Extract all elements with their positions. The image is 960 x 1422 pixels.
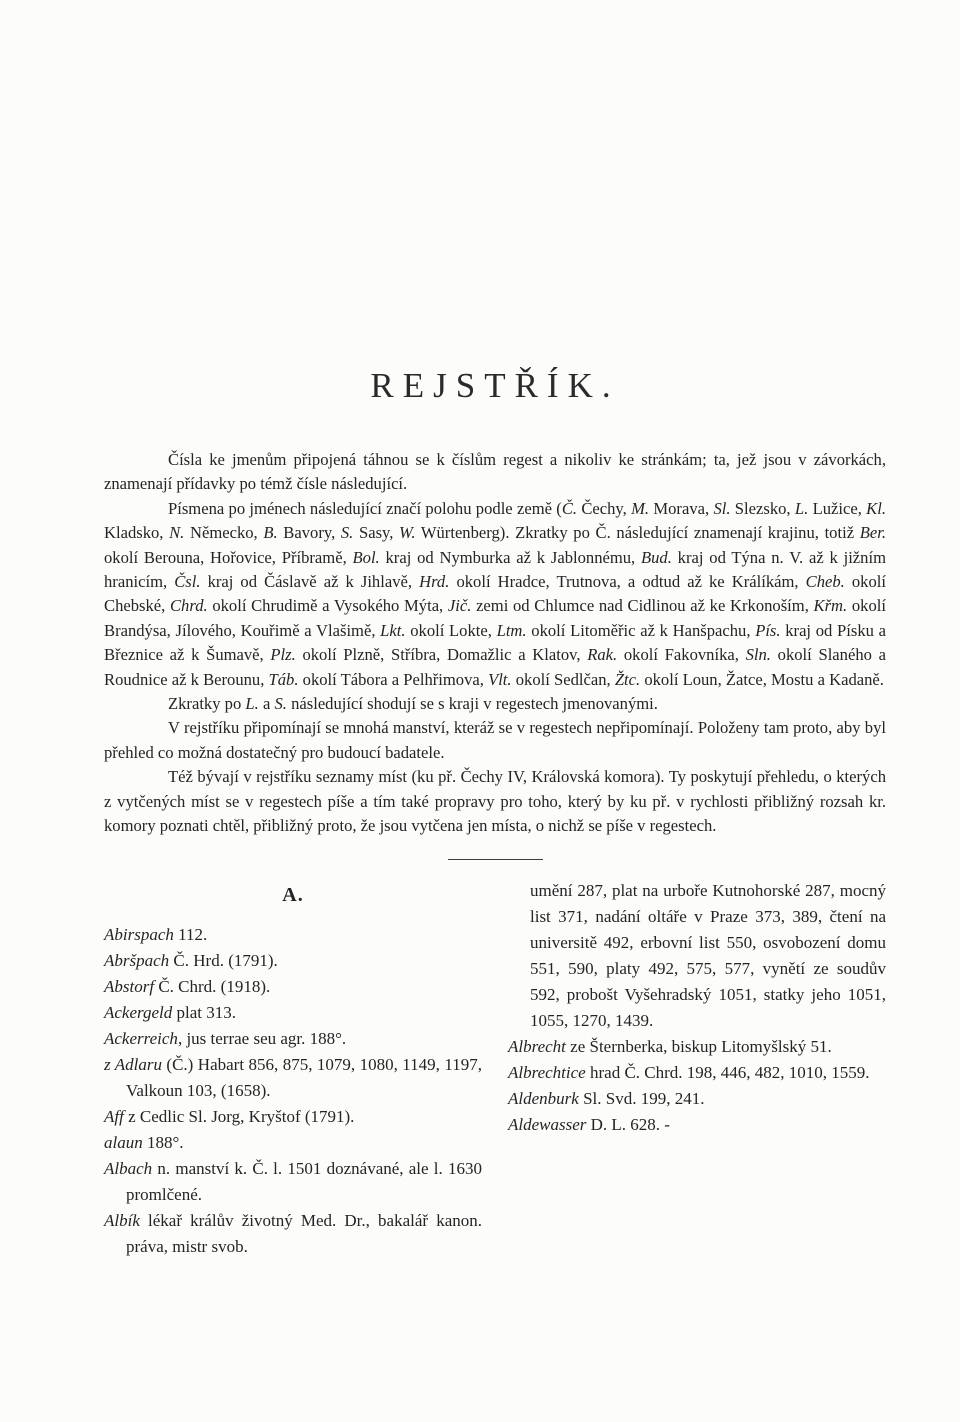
entry-references: Č. Chrd. (1918). [154, 976, 271, 996]
entry-term: alaun [104, 1132, 143, 1152]
entry-term: Albrechtice [508, 1062, 586, 1082]
index-entry [104, 922, 482, 948]
entry-term: Aldenburk [508, 1088, 579, 1108]
entry-references: 112. [173, 924, 208, 944]
index-entry [104, 1130, 482, 1156]
index-entry [104, 1000, 482, 1026]
entry-term: Abršpach [104, 950, 170, 970]
entry-term: Aff [104, 1106, 124, 1126]
entry-continuation: umění 287, plat na urboře Kutnohorské 287, mocný list 371, nadání oltáře v Praze 373, 389, čtení na universitě 492, erbovní list 550, osvobození domu 551, 590, platy 492, 575, 577, vynětí ze soudův 592, probošt Vyšehradský 1051, statky jeho 1051, 1055, 1270, 1439. [530, 880, 886, 1030]
intro-paragraph: Zkratky po L. a S. následující shodují se s kraji v regestech jmenovanými. [168, 694, 658, 714]
entry-references: (Č.) Habart 856, 875, 1079, 1080, 1149, 1197, Valkoun 103, (1658). [126, 1054, 482, 1100]
intro-paragraphs [104, 448, 886, 839]
entry-term: Abstorf [104, 976, 155, 996]
intro-paragraph: Písmena po jménech následující značí polohu podle země (Č. Čechy, M. Morava, Sl. Slezsko, L. Lužice, Kl. Kladsko, N. Německo, B. Bavory, S. Sasy, W. Würtenberg). Zkratky po Č. následující znamenají krajinu, totiž Ber. okolí Berouna, Hořovice, Příbramě, Bol. kraj od Nymburka až k Jablonnému, Bud. kraj od Týna n. V. až k jižním hranicím, Čsl. kraj od Čáslavě až k Jihlavě, Hrd. okolí Hradce, Trutnova, a odtud až ke Králíkám, Cheb. okolí Chebské, Chrd. okolí Chrudimě a Vysokého Mýta, Jič. zemi od Chlumce nad Cidlinou až ke Krkonoším, Křm. okolí Brandýsa, Jílového, Kouřimě a Vlašimě, Lkt. okolí Lokte, Ltm. okolí Litoměřic až k Hanšpachu, Pís. kraj od Písku a Březnice až k Šumavě, Plz. okolí Plzně, Stříbra, Domažlic a Klatov, Rak. okolí Fakovníka, Sln. okolí Slaného a Roudnice až k Berounu, Táb. okolí Tábora a Pelhřimova, Vlt. okolí Sedlčan, Žtc. okolí Loun, Žatce, Mostu a Kadaně. [104, 498, 886, 689]
entry-references: , jus terrae seu agr. 188°. [177, 1028, 347, 1048]
entry-references: Sl. Svd. 199, 241. [578, 1088, 705, 1108]
entry-references: Č. Hrd. (1791). [169, 950, 278, 970]
page-content [104, 366, 886, 1260]
entry-references: z Cedlic Sl. Jorg, Kryštof (1791). [123, 1106, 355, 1126]
section-divider [448, 859, 543, 860]
entry-term: Aldewasser [508, 1114, 587, 1134]
entry-references: plat 313. [172, 1002, 237, 1022]
index-entry [508, 1060, 886, 1086]
entry-references: D. L. 628. - [586, 1114, 670, 1134]
page-title: REJSTŘÍK. [370, 366, 620, 405]
entry-term: Albík [104, 1210, 140, 1230]
index-left-column [104, 878, 482, 1260]
index-entry [104, 948, 482, 974]
intro-paragraph: Čísla ke jmenům připojená táhnou se k číslům regest a nikoliv ke stránkám; ta, jež jsou v závorkách, znamenají přídavky po témž čísle následující. [104, 450, 886, 494]
index-right-column [508, 878, 886, 1260]
entry-term: Ackergeld [104, 1002, 173, 1022]
index-entry [104, 1208, 482, 1260]
index-entry [104, 974, 482, 1000]
index-entries-right [508, 1034, 886, 1138]
index-entry [104, 1156, 482, 1208]
intro-paragraph: Též bývají v rejstříku seznamy míst (ku př. Čechy IV, Královská komora). Ty poskytují přehledu, o kterých z vytčených míst se v regestech píše a tím také propravy pro toho, který by ku př. v rychlosti přibližný rozsah kr. komory poznati chtěl, přibližný proto, že jsou vytčena jen místa, o nichž se píše v regestech. [104, 767, 886, 836]
entry-term: Abirspach [104, 924, 174, 944]
index-entry [508, 1086, 886, 1112]
index-entry [508, 1034, 886, 1060]
index-entry [104, 1104, 482, 1130]
entry-term: Albach [104, 1158, 153, 1178]
index-entry [104, 1026, 482, 1052]
index-entry [104, 1052, 482, 1104]
entry-term: Albrecht [508, 1036, 566, 1056]
entry-references: n. manství k. Č. l. 1501 doznávané, ale l. 1630 promlčené. [126, 1158, 482, 1204]
index-columns [104, 878, 886, 1260]
entry-references: ze Šternberka, biskup Litomyšlský 51. [565, 1036, 832, 1056]
entry-references: hrad Č. Chrd. 198, 446, 482, 1010, 1559. [585, 1062, 870, 1082]
index-entries-left [104, 922, 482, 1260]
entry-references: lékař králův životný Med. Dr., bakalář kanon. práva, mistr svob. [126, 1210, 482, 1256]
entry-term: z Adlaru [104, 1054, 162, 1074]
entry-references: 188°. [142, 1132, 184, 1152]
letter-heading-a: A. [282, 883, 304, 906]
intro-paragraph: V rejstříku připomínají se mnohá manství, kteráž se v regestech nepřipomínají. Položeny tam proto, aby byl přehled co možná dostatečný pro budoucí badatele. [104, 718, 886, 762]
index-entry [508, 1112, 886, 1138]
entry-term: Ackerreich [104, 1028, 178, 1048]
